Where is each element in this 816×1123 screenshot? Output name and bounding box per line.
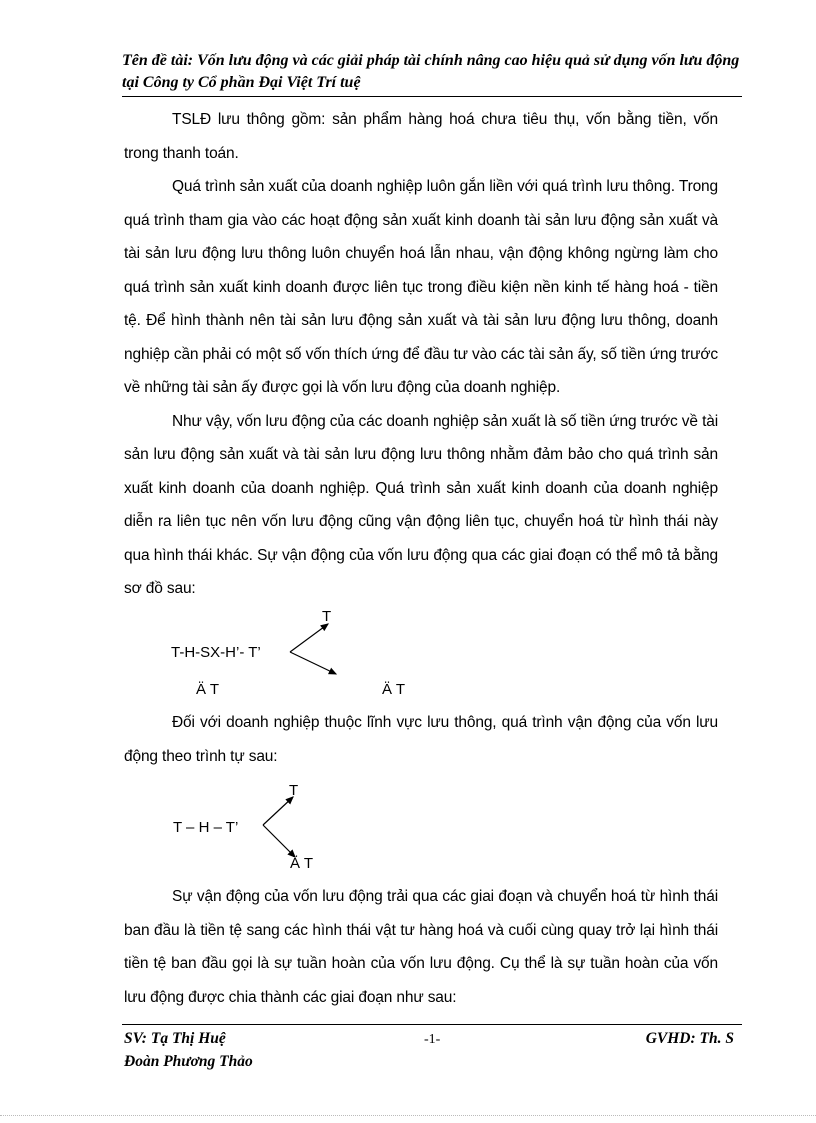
page-bottom-edge <box>0 1115 816 1116</box>
diagram1-arrows <box>280 610 360 690</box>
diagram1-arrow-up <box>290 624 328 652</box>
diagram2-arrow-up <box>263 797 293 825</box>
paragraph-2: Quá trình sản xuất của doanh nghiệp luôn gắn liền với quá trình lưu thông. Trong quá trình tham gia vào các hoạt động sản xuất kinh doanh tài sản lưu động sản xuất và tài sản lưu động lưu thông luôn chuyển hoá lẫn nhau, vận động không ngừng làm cho quá trình sản xuất kinh doanh được liên tục trong điều kiện nền kinh tế hàng hoá - tiền tệ. Để hình thành nên tài sản lưu động sản xuất và tài sản lưu động lưu thông, doanh nghiệp cần phải có một số vốn thích ứng để đầu tư vào các tài sản ấy, số tiền ứng trước về những tài sản ấy được gọi là vốn lưu động của doanh nghiệp. <box>124 178 718 396</box>
paragraph-4: Đối với doanh nghiệp thuộc lĩnh vực lưu thông, quá trình vận động của vốn lưu động theo trình tự sau: <box>124 714 718 765</box>
diagram2-formula: T – H – T’ <box>173 819 239 836</box>
diagram1-arrow-down <box>290 652 336 674</box>
diagram2-top-label: T <box>289 782 299 799</box>
footer-advisor: GVHD: Th. S <box>645 1030 734 1047</box>
diagram1-left-delta: Ä T <box>196 681 220 698</box>
paragraph-5: Sự vận động của vốn lưu động trải qua các giai đoạn và chuyển hoá từ hình thái ban đầu là tiền tệ sang các hình thái vật tư hàng hoá và cuối cùng quay trở lại hình thái tiền tệ ban đầu gọi là sự tuần hoàn của vốn lưu động. Cụ thể là sự tuần hoàn của vốn lưu động được chia thành các giai đoạn như sau: <box>124 888 718 1006</box>
diagram2-arrow-down <box>263 825 295 857</box>
header-divider <box>122 96 742 97</box>
diagram1-right-delta: Ä T <box>382 681 406 698</box>
document-header-title: Tên đề tài: Vốn lưu động và các giải pháp tài chính nâng cao hiệu quả sử dụng vốn lưu động tại Công ty Cổ phần Đại Việt Trí tuệ <box>122 52 740 91</box>
page-number: -1- <box>424 1032 441 1047</box>
body-block-3 <box>124 880 718 1014</box>
paragraph-3: Như vậy, vốn lưu động của các doanh nghiệp sản xuất là số tiền ứng trước về tài sản lưu động sản xuất và tài sản lưu động lưu thông nhằm đảm bảo cho quá trình sản xuất kinh doanh của doanh nghiệp. Quá trình sản xuất kinh doanh của doanh nghiệp diễn ra liên tục nên vốn lưu động cũng vận động liên tục, chuyển hoá từ hình thái này qua hình thái khác. Sự vận động của vốn lưu động qua các giai đoạn có thể mô tả bằng sơ đồ sau: <box>124 412 718 597</box>
body-block-2 <box>124 706 718 773</box>
footer-student-name-1: SV: Tạ Thị Huệ <box>124 1030 226 1047</box>
diagram2-bottom-delta: Ä T <box>290 855 314 872</box>
diagram1-formula: T-H-SX-H’- T’ <box>171 644 261 661</box>
diagram2-arrows <box>255 785 315 870</box>
diagram1-top-label: T <box>322 608 332 625</box>
footer-divider <box>122 1024 742 1025</box>
paragraph-1: TSLĐ lưu thông gồm: sản phẩm hàng hoá chưa tiêu thụ, vốn bằng tiền, vốn trong thanh toán. <box>124 111 718 162</box>
body-block-1 <box>124 103 718 606</box>
footer-student-name-2: Đoàn Phương Thảo <box>124 1053 253 1070</box>
